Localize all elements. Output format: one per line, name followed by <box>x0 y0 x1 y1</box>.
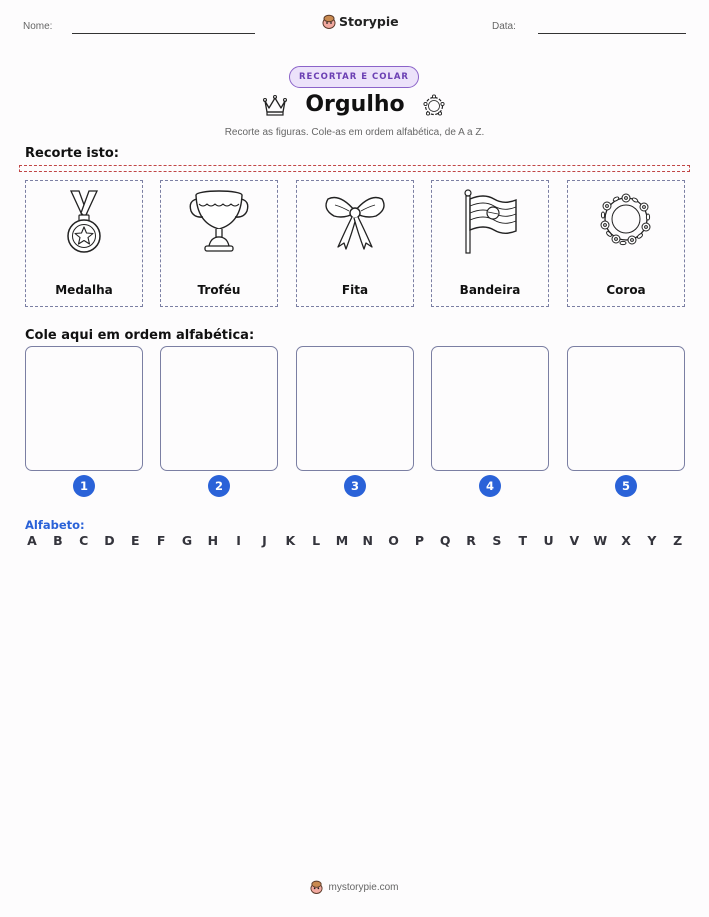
alphabet-letter: W <box>593 533 608 548</box>
card-label: Bandeira <box>459 283 521 297</box>
cutout-card-trofeu[interactable] <box>160 180 278 307</box>
alphabet-letter: Z <box>673 533 683 548</box>
slot-number-2: 2 <box>208 475 230 497</box>
card-label: Troféu <box>197 283 241 297</box>
paste-slot-3[interactable] <box>296 346 414 471</box>
flag-icon <box>460 189 520 255</box>
slot-number-3: 3 <box>344 475 366 497</box>
paste-slot-5[interactable] <box>567 346 685 471</box>
alphabet-letter: U <box>543 533 554 548</box>
paste-slot-2[interactable] <box>160 346 278 471</box>
slot-number-1: 1 <box>73 475 95 497</box>
name-label: Nome: <box>23 21 53 32</box>
cutout-card-fita[interactable] <box>296 180 414 307</box>
name-line[interactable] <box>72 33 255 34</box>
cutout-card-coroa[interactable] <box>567 180 685 307</box>
alphabet-letter: O <box>388 533 399 548</box>
instructions: Recorte as figuras. Cole-as em ordem alfabética, de A a Z. <box>224 127 485 138</box>
paste-slot-1[interactable] <box>25 346 143 471</box>
crown-icon <box>262 93 288 117</box>
footer <box>0 880 709 894</box>
alphabet-letter: B <box>53 533 63 548</box>
cutout-card-bandeira[interactable] <box>431 180 549 307</box>
alphabet-letter: X <box>621 533 631 548</box>
alphabet-row <box>25 533 685 548</box>
storypie-logo <box>322 14 399 29</box>
slot-number-4: 4 <box>479 475 501 497</box>
storypie-mascot-icon <box>322 14 336 29</box>
alphabet-letter: K <box>285 533 296 548</box>
cut-section-label: Recorte isto: <box>25 146 119 161</box>
alphabet-letter: G <box>181 533 193 548</box>
activity-badge: RECORTAR E COLAR <box>289 66 419 88</box>
alphabet-title: Alfabeto: <box>25 518 85 532</box>
alphabet-letter: R <box>466 533 476 548</box>
card-label: Fita <box>341 283 369 297</box>
alphabet-letter: T <box>518 533 527 548</box>
alphabet-letter: E <box>131 533 140 548</box>
alphabet-letter: H <box>207 533 219 548</box>
paste-slot-4[interactable] <box>431 346 549 471</box>
wreath-icon <box>594 189 658 253</box>
logo-text: Storypie <box>339 14 399 29</box>
alphabet-letter: S <box>492 533 502 548</box>
alphabet-letter: Y <box>647 533 657 548</box>
medal-icon <box>59 189 109 257</box>
alphabet-letter: D <box>104 533 115 548</box>
alphabet-letter: M <box>335 533 349 548</box>
date-line[interactable] <box>538 33 686 34</box>
card-label: Medalha <box>55 283 113 297</box>
alphabet-letter: A <box>27 533 37 548</box>
footer-link[interactable]: mystorypie.com <box>328 881 399 893</box>
trophy-icon <box>187 189 251 255</box>
alphabet-letter: J <box>262 533 267 548</box>
alphabet-letter: Q <box>439 533 451 548</box>
alphabet-letter: N <box>362 533 373 548</box>
storypie-footer-mascot-icon <box>310 880 323 894</box>
ribbon-bow-icon <box>322 189 388 253</box>
page-title: Orgulho <box>305 92 405 117</box>
alphabet-letter: V <box>569 533 580 548</box>
alphabet-letter: F <box>156 533 166 548</box>
card-label: Coroa <box>606 283 646 297</box>
cutout-card-medalha[interactable] <box>25 180 143 307</box>
wreath-title-icon <box>421 93 447 119</box>
cut-line <box>19 165 690 172</box>
alphabet-letter: C <box>79 533 89 548</box>
alphabet-letter: P <box>414 533 424 548</box>
paste-section-label: Cole aqui em ordem alfabética: <box>25 328 255 343</box>
alphabet-letter: L <box>312 533 321 548</box>
date-label: Data: <box>492 21 516 32</box>
alphabet-letter: I <box>236 533 241 548</box>
slot-number-5: 5 <box>615 475 637 497</box>
